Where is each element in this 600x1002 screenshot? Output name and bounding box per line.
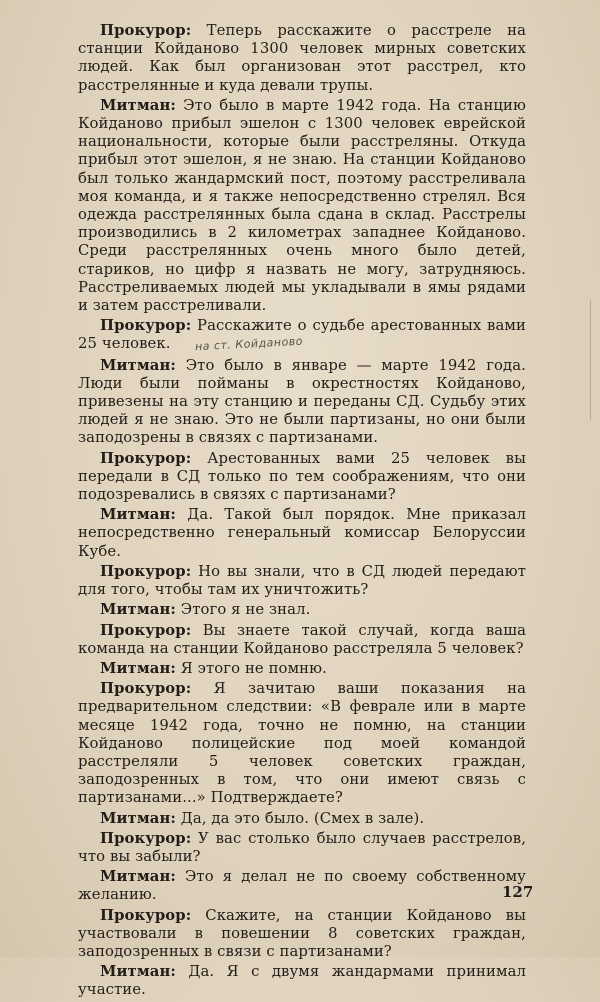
speech-text: Да. Такой был порядок. Мне приказал непосредственно генеральный комиссар Белоруссии Кубе. <box>78 506 526 560</box>
speech-text: Арестованных вами 25 человек вы передали в СД только по тем соображениям, что они подозревались в связях с партизанами? <box>78 449 526 504</box>
speaker-label: Прокурор: <box>100 680 192 698</box>
speech-text: Да, да это было. (Смех в зале). <box>175 809 425 827</box>
speaker-label: Митман: <box>100 659 176 677</box>
speech-text: Это было в январе — марте 1942 года. Люди были пойманы в окрестностях Койданово, привезены на эту станцию и переданы СД. Судьбу этих людей я не знаю. Это не были партизаны, но они были заподозрены в связях с партизанами. <box>78 356 526 447</box>
speaker-label: Прокурор: <box>100 449 192 467</box>
speech-text: Теперь расскажите о расстреле на станции Койданово 1300 человек мирных советских людей. Как был организован этот расстрел, кто расстрелянные и куда девали трупы. <box>78 22 526 94</box>
speaker-label: Прокурор: <box>100 906 192 924</box>
speech-text: Скажите, на станции Койданово вы участвовали в повешении 8 советских граждан, заподозренных в связи с партизанами? <box>78 906 526 960</box>
speaker-label: Митман: <box>100 96 176 114</box>
handwritten-annotation: на ст. Койданово <box>194 335 303 354</box>
speaker-label: Прокурор: <box>100 829 192 847</box>
dialogue-paragraph <box>78 868 526 904</box>
dialogue-paragraph <box>78 660 526 678</box>
speaker-label: Прокурор: <box>100 317 192 335</box>
speaker-label: Митман: <box>100 809 176 827</box>
speech-text: Этого я не знал. <box>175 601 311 619</box>
dialogue-paragraph <box>78 357 526 448</box>
speech-text: Вы знаете такой случай, когда ваша команда на станции Койданово расстреляла 5 человек? <box>78 621 526 657</box>
margin-pencil-line <box>590 300 591 420</box>
speaker-label: Прокурор: <box>100 621 192 639</box>
speech-text: Это было в марте 1942 года. На станцию Койданово прибыл эшелон с 1300 человек еврейской национальности, которые были расстреляны. Откуда прибыл этот эшелон, я не знаю. На станции Койданово был только жандармский пост, поэтому расстреливала моя команда, и я также непосредственно стрелял. Вся одежда расстрелянных была сдана в склад. Расстрелы производились в 2 километрах западнее Койданово. Среди расстрелянных очень много было детей, стариков, но цифр я назвать не могу, затрудняюсь. Расстреливаемых людей мы укладывали в ямы рядами и затем расстреливали. <box>78 96 526 315</box>
speaker-label: Митман: <box>100 506 176 524</box>
dialogue-paragraph <box>78 830 526 866</box>
dialogue-paragraph <box>78 506 526 561</box>
dialogue-paragraph <box>78 601 526 619</box>
dialogue-paragraph <box>78 563 526 599</box>
dialogue-paragraph <box>78 680 526 807</box>
dialogue-paragraph <box>78 622 526 658</box>
speech-text: Я этого не помню. <box>175 659 327 677</box>
speech-text: Расскажите о судьбе арестованных вами 25 человек. <box>78 317 526 353</box>
speech-text: У вас столько было случаев расстрелов, что вы забыли? <box>78 829 526 865</box>
transcript-page <box>78 22 526 1002</box>
dialogue-paragraph <box>78 317 526 354</box>
speech-text: Но вы знали, что в СД людей передают для того, чтобы там их уничтожить? <box>78 562 526 599</box>
speaker-label: Митман: <box>100 868 176 886</box>
speech-text: Это я делал не по своему собственному желанию. <box>78 868 526 904</box>
speech-text: Я зачитаю ваши показания на предварительном следствии: «В феврале или в марте месяце 1942 года, точно не помню, на станции Койданово полицейские под моей командой расстреляли 5 человек советских граждан, заподозренных в том, что они имеют связь с партизанами...» Подтверждаете? <box>78 680 526 807</box>
speaker-label: Прокурор: <box>100 22 192 39</box>
speech-text: Да. Я с двумя жандармами принимал участие. <box>78 963 526 999</box>
dialogue-paragraph <box>78 97 526 315</box>
dialogue-paragraph <box>78 963 526 999</box>
dialogue-paragraph <box>78 22 526 95</box>
speaker-label: Митман: <box>100 963 176 981</box>
page-number: 127 <box>502 883 534 901</box>
speaker-label: Митман: <box>100 356 176 374</box>
dialogue-paragraph <box>78 450 526 505</box>
speaker-label: Прокурор: <box>100 562 192 580</box>
dialogue-paragraph <box>78 810 526 828</box>
dialogue-paragraph <box>78 907 526 962</box>
speaker-label: Митман: <box>100 601 176 619</box>
